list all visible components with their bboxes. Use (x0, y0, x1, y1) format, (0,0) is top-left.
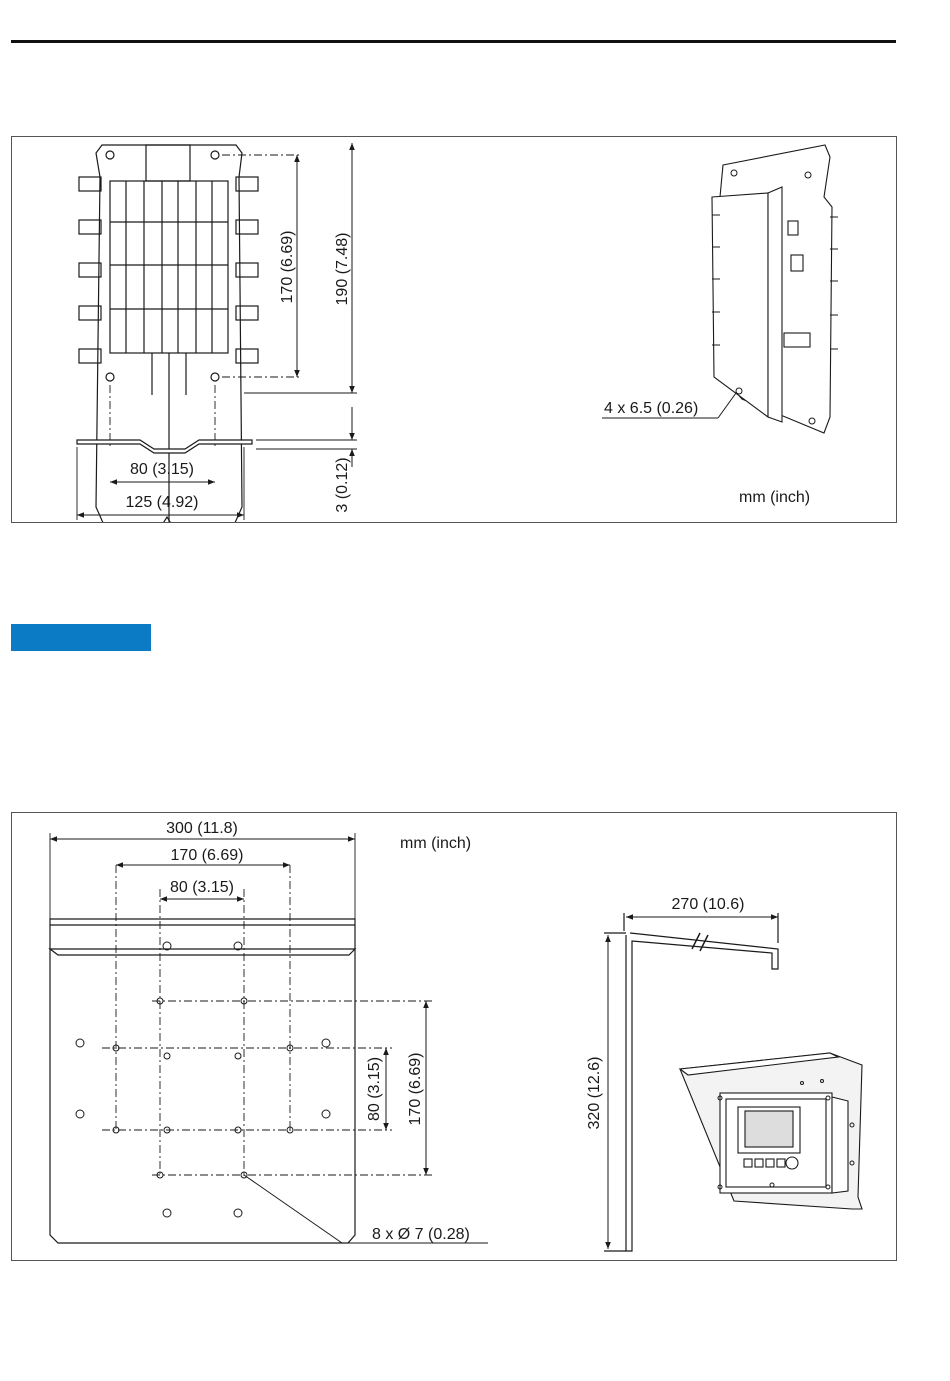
dim-80-label: 80 (3.15) (129, 461, 195, 478)
mounting-plate-perspective-view (712, 145, 832, 433)
weather-cover-with-device (680, 1053, 862, 1209)
section-accent-bar (11, 624, 151, 651)
weather-cover-front-view (50, 919, 355, 1243)
dim-190-label: 190 (7.48) (334, 232, 351, 306)
units-label: mm (inch) (739, 489, 811, 506)
mounting-plate-figure (11, 136, 897, 523)
dim-80-side-label: 80 (3.15) (366, 1056, 383, 1122)
top-rule (11, 40, 896, 43)
hole-spec-label-2: 8 x Ø 7 (0.28) (372, 1226, 470, 1243)
dim-80-top-label: 80 (3.15) (169, 879, 235, 896)
hole-spec-label: 4 x 6.5 (0.26) (604, 400, 699, 417)
weather-cover-figure (11, 812, 897, 1261)
mounting-plate-drawing (12, 137, 896, 522)
dim-170-side-label: 170 (6.69) (407, 1052, 424, 1126)
dim-270-label: 270 (10.6) (671, 896, 745, 913)
dim-170-top-label: 170 (6.69) (170, 847, 244, 864)
dim-300-label: 300 (11.8) (166, 820, 238, 837)
dim-320-label: 320 (12.6) (586, 1056, 603, 1130)
weather-cover-drawing (12, 813, 896, 1260)
dim-125-label: 125 (4.92) (125, 494, 199, 511)
units-label-2: mm (inch) (400, 835, 472, 852)
dim-3-label: 3 (0.12) (334, 457, 351, 513)
dim-170-label: 170 (6.69) (279, 230, 296, 304)
